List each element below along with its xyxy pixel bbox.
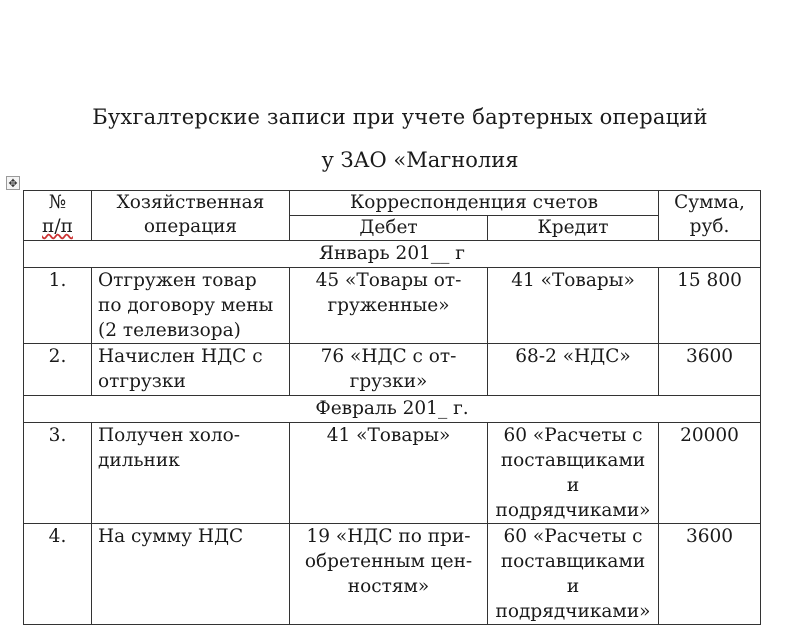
row-num: 2. [24,344,92,396]
header-operation-line1: Хозяйственная [116,192,265,213]
table-row [24,423,761,524]
row-num: 1. [24,268,92,344]
table-row [24,268,761,344]
document-title: Бухгалтерские записи при учете бартерных операций [92,105,708,129]
header-debit: Дебет [290,216,488,241]
header-operation-line2: операция [143,216,238,237]
table-row [24,344,761,396]
barter-ledger-table [23,190,761,625]
header-num-line2: п/п [42,216,73,237]
row-operation: Отгружен товар по договору мены (2 телевизора) [92,268,290,344]
header-row-1 [24,191,761,216]
row-operation: Получен холо-дильник [92,423,290,524]
document-subtitle: у ЗАО «Магнолия [321,148,519,172]
header-amount-line1: Сумма, [674,192,745,213]
row-amount: 3600 [659,344,761,396]
header-num-line1: № [48,192,67,213]
month-label: Январь 201__ г [24,241,761,268]
row-num: 4. [24,524,92,625]
row-amount: 20000 [659,423,761,524]
month-label: Февраль 201_ г. [24,396,761,423]
row-debit: 19 «НДС по при-обретенным цен-ностям» [290,524,488,625]
row-num: 3. [24,423,92,524]
row-credit: 68-2 «НДС» [488,344,659,396]
header-correspondence: Корреспонденция счетов [290,191,659,216]
month-row-february [24,396,761,423]
month-row-january [24,241,761,268]
table-move-handle-icon[interactable]: ✥ [6,176,20,190]
row-credit: 60 «Расчеты с поставщиками и подрядчиками» [488,423,659,524]
row-credit: 41 «Товары» [488,268,659,344]
table-row [24,524,761,625]
row-operation: Начислен НДС с отгрузки [92,344,290,396]
table-container [23,190,760,622]
header-amount-cell [659,191,761,241]
header-num-cell [24,191,92,241]
row-debit: 76 «НДС с от-грузки» [290,344,488,396]
row-operation: На сумму НДС [92,524,290,625]
row-amount: 3600 [659,524,761,625]
row-debit: 45 «Товары от-груженные» [290,268,488,344]
row-credit: 60 «Расчеты с поставщиками и подрядчиками» [488,524,659,625]
header-amount-line2: руб. [689,216,730,237]
header-credit: Кредит [488,216,659,241]
header-operation-cell [92,191,290,241]
row-debit: 41 «Товары» [290,423,488,524]
row-amount: 15 800 [659,268,761,344]
